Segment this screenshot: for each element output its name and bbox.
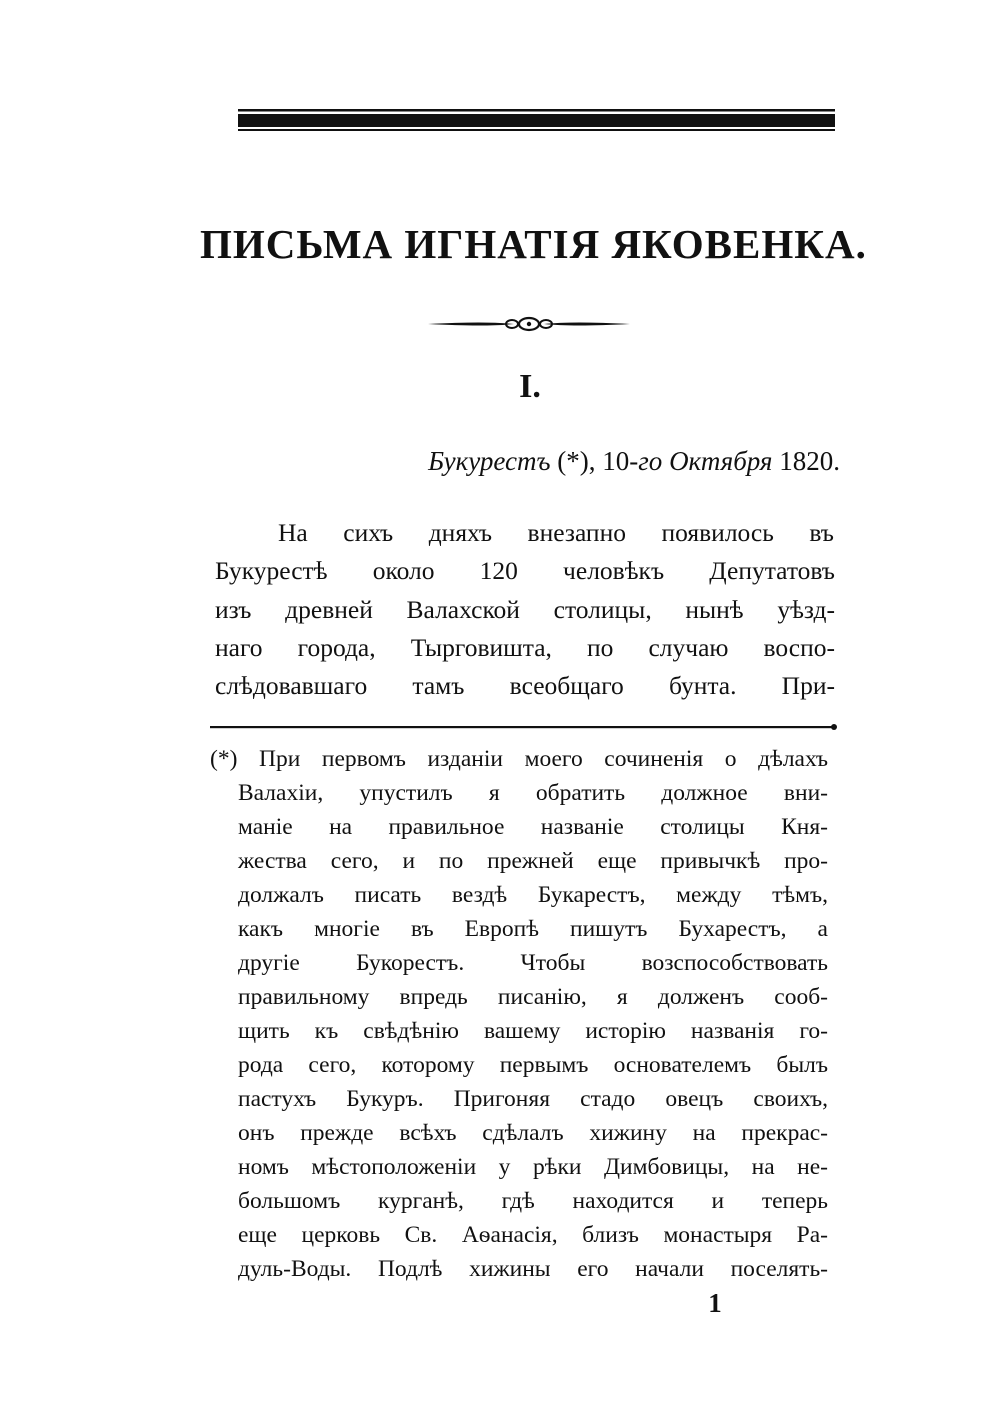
body-line: На сихъ дняхъ внезапно появилось въ: [278, 518, 834, 547]
footnote-line: (*) При первомъ изданіи моего сочиненія о дѣлахъ: [210, 746, 828, 772]
top-double-rule: [238, 106, 835, 134]
footnote-line: рода сего, которому первымъ основателемъ былъ: [238, 1052, 828, 1078]
footnote-line: большомъ курганѣ, гдѣ находится и теперь: [238, 1188, 828, 1214]
footnote-line: какъ многіе въ Европѣ пишутъ Бухарестъ, а: [238, 916, 828, 942]
dateline-place: Букурестъ: [428, 446, 551, 476]
footnote-line: правильному впредь писанію, я долженъ сооб-: [238, 984, 828, 1010]
footnote-line: должалъ писать вездѣ Букарестъ, между тѣмъ,: [238, 882, 828, 908]
footnote-line: дуль-Воды. Подлѣ хижины его начали поселять-: [238, 1256, 828, 1282]
dateline-mark: (*), 10-: [550, 446, 639, 476]
body-line: изъ древней Валахской столицы, нынѣ уѣзд-: [215, 595, 835, 624]
page-number: 1: [708, 1288, 722, 1318]
footnote-line: щить къ свѣдѣнію вашему исторію названія го-: [238, 1018, 828, 1044]
dateline: [360, 446, 840, 477]
page-title: ПИСЬМА ИГНАТІЯ ЯКОВЕНКА.: [200, 221, 867, 267]
body-line: наго города, Тырговишта, по случаю воспо-: [215, 633, 835, 662]
dateline-suffix: го: [638, 446, 663, 476]
footnote-line: номъ мѣстоположеніи у рѣки Димбовицы, на не-: [238, 1154, 828, 1180]
footnote-line: маніе на правильное названіе столицы Кня-: [238, 814, 828, 840]
letter-number: I.: [519, 368, 541, 405]
footnote-line: другіе Букорестъ. Чтобы возспособствовать: [238, 950, 828, 976]
footnote-line: пастухъ Букуръ. Пригоняя стадо овецъ своихъ,: [238, 1086, 828, 1112]
body-line: слѣдовавшаго тамъ всеобщаго бунта. При-: [215, 671, 835, 700]
ornament-divider-icon: [426, 313, 632, 335]
footnote-line: еще церковь Св. Аѳанасія, близъ монастыря Ра-: [238, 1222, 828, 1248]
footnote-line: онъ прежде всѣхъ сдѣлалъ хижину на прекрас-: [238, 1120, 828, 1146]
dateline-month: Октября: [662, 446, 780, 476]
footnote-line: жества сего, и по прежней еще привычкѣ про-: [238, 848, 828, 874]
dateline-year: 1820.: [779, 446, 840, 476]
body-line: Букурестѣ около 120 человѣкъ Депутатовъ: [215, 556, 835, 585]
footnote-line: Валахіи, упустилъ я обратить должное вни-: [238, 780, 828, 806]
footnote-rule: [210, 720, 838, 734]
